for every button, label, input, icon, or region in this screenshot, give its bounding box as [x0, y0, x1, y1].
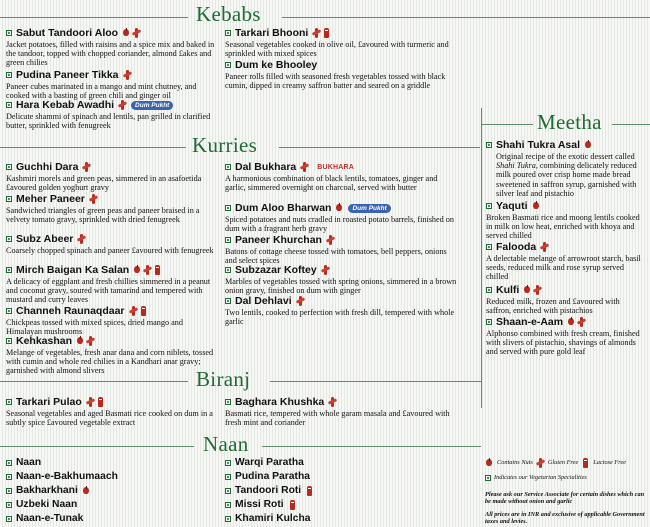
gluten-free-icon	[118, 100, 127, 110]
section-title-kurries: Kurries	[192, 133, 258, 157]
gluten-free-icon	[77, 234, 86, 244]
nuts-icon	[523, 285, 532, 295]
section-title-biranj: Biranj	[196, 367, 251, 391]
dish-description: Spiced potatoes and nuts cradled in roasted potato barrels, finished on dum with a fragrant herb gravy	[225, 215, 454, 234]
lactose-free-icon	[322, 28, 331, 38]
veg-icon	[225, 237, 231, 243]
veg-icon	[486, 287, 492, 293]
nuts-icon	[335, 203, 344, 213]
legend-lactose: Lactose Free	[593, 459, 627, 467]
dish-description: Reduced milk, frozen and £avoured with saffron, enriched with pistachios	[486, 297, 620, 316]
nuts-icon	[584, 140, 593, 150]
dish-name: Tarkari Bhooni	[235, 27, 309, 39]
dum-pukht-badge: Dum Pukht	[131, 101, 173, 110]
gluten-free-icon	[143, 265, 152, 275]
gluten-free-icon	[123, 70, 132, 80]
lactose-free-icon	[581, 458, 590, 468]
veg-icon	[6, 399, 12, 405]
nuts-icon	[76, 336, 85, 346]
menu-item	[225, 161, 460, 192]
veg-icon	[6, 267, 12, 273]
dish-description: A delicacy of eggplant and fresh chillies simmered in a peanut and coconut gravy, soured with tamarind and tempered with mustard and curry leaves	[6, 277, 211, 305]
dish-description: Melange of vegetables, fresh anar dana and corn niblets, tossed with cumin and whole red chilies in a Kandhari anar gravy; garnished with almond slivers	[6, 348, 214, 376]
nuts-icon	[485, 458, 494, 468]
bread-name: Naan	[16, 457, 42, 468]
menu-item	[6, 161, 218, 192]
dish-description: Jacket potatoes, filled with raisins and a spice mix and baked in the tandoor, topped with chopped coriander, almond £akes and green chilies	[6, 40, 215, 68]
dish-description: Delicate shammi of spinach and lentils, pan grilled in clarified butter, sprinkled with fenugreek	[6, 112, 211, 131]
gluten-free-icon	[300, 162, 309, 172]
bread-item	[225, 457, 304, 469]
lactose-free-icon	[288, 500, 297, 510]
dish-name: Guchhi Dara	[16, 161, 79, 173]
veg-icon	[225, 267, 231, 273]
divider	[0, 381, 188, 382]
dish-description: Seasonal vegetables cooked in olive oil, £avoured with turmeric and sprinkled with mixed spices	[225, 40, 449, 59]
nuts-icon	[567, 317, 576, 327]
menu-item	[6, 264, 218, 305]
dish-name: Subzazar Koftey	[235, 264, 317, 276]
veg-icon	[6, 236, 12, 242]
bread-name: Bakharkhani	[16, 485, 78, 496]
bread-item	[6, 513, 83, 525]
divider	[262, 446, 481, 447]
bread-name: Warqi Paratha	[235, 457, 304, 468]
dish-description: Batons of cottage cheese tossed with tomatoes, bell peppers, onions and select spices	[225, 247, 447, 266]
dish-description: Seasonal vegetables and aged Basmati rice cooked on dum in a subtly spice £avoured vegetable extract	[6, 409, 213, 428]
gluten-free-icon	[536, 458, 545, 468]
menu-item	[225, 234, 460, 265]
veg-icon	[6, 460, 12, 466]
nuts-icon	[532, 201, 541, 211]
dish-description: A delectable melange of arrowroot starch, basil seeds, reduced milk and rose syrup served chilled	[486, 254, 641, 282]
veg-icon	[485, 475, 491, 481]
menu-item	[6, 27, 218, 68]
dish-description: Original recipe of the exotic dessert called Shahi Tukra, combining delicately reduced milk poured over crisp home made bread sweetened in saffron syrup, garnished with silver leaf and pistachio	[496, 152, 637, 198]
dish-name: Dal Bukhara	[235, 161, 297, 173]
dish-name: Mirch Baigan Ka Salan	[16, 264, 130, 276]
menu-item	[225, 27, 460, 58]
menu-item	[486, 284, 646, 315]
veg-icon	[6, 502, 12, 508]
bread-item	[225, 471, 310, 483]
gluten-free-icon	[132, 28, 141, 38]
lactose-free-icon	[139, 306, 148, 316]
veg-icon	[6, 196, 12, 202]
gluten-free-icon	[89, 194, 98, 204]
veg-icon	[225, 474, 231, 480]
dish-name: Subz Abeer	[16, 233, 74, 245]
dish-description: Coarsely chopped spinach and paneer £avoured with fenugreek	[6, 246, 214, 255]
bread-item	[225, 499, 297, 511]
dish-name: Meher Paneer	[16, 193, 85, 205]
menu-item	[486, 316, 646, 357]
bukhara-badge: BUKHARA	[317, 163, 355, 171]
veg-icon	[6, 338, 12, 344]
dish-name: Dal Dehlavi	[235, 295, 292, 307]
menu-item	[225, 264, 460, 295]
dish-description: A harmonious combination of black lentils, tomatoes, ginger and garlic, simmered overnight on charcoal, served with butter	[225, 174, 438, 193]
divider	[0, 446, 194, 447]
veg-icon	[225, 516, 231, 522]
section-title-naan: Naan	[203, 432, 249, 456]
dish-description: Sandwiched triangles of green peas and paneer braised in a velvety tomato gravy, sprinkled with dried fenugreek	[6, 206, 200, 225]
lactose-free-icon	[305, 486, 314, 496]
veg-icon	[225, 460, 231, 466]
veg-icon	[486, 203, 492, 209]
divider	[612, 124, 650, 125]
dish-name: Yaquti	[496, 200, 528, 212]
veg-icon	[6, 516, 12, 522]
bread-item	[6, 499, 77, 511]
dish-name: Baghara Khushka	[235, 396, 325, 408]
menu-item	[225, 59, 460, 90]
gluten-free-icon	[328, 397, 337, 407]
dish-description: Paneer rolls filled with seasoned fresh vegetables tossed with black cumin, dipped in creamy saffron batter and seared on a griddle	[225, 72, 446, 91]
dish-name: Channeh Raunaqdaar	[16, 305, 125, 317]
menu-item	[225, 396, 460, 427]
gluten-free-icon	[86, 336, 95, 346]
dish-name: Pudina Paneer Tikka	[16, 69, 119, 81]
bread-name: Naan-e-Tunak	[16, 513, 84, 524]
section-title-kebabs: Kebabs	[196, 2, 261, 26]
legend-note-onion-garlic: Please ask our Service Associate for certain dishes which can be made without onion and garlic	[485, 490, 645, 505]
dish-name: Hara Kebab Awadhi	[16, 99, 115, 111]
dish-name: Paneer Khurchan	[235, 234, 322, 246]
dish-name: Shaan-e-Aam	[496, 316, 564, 328]
dish-description: Broken Basmati rice and moong lentils cooked in milk on low heat, enriched with khoya and served chilled	[486, 213, 640, 241]
gluten-free-icon	[82, 162, 91, 172]
menu-item	[6, 335, 221, 376]
menu-item	[6, 193, 218, 224]
veg-icon	[6, 30, 12, 36]
bread-name: Pudina Paratha	[235, 471, 310, 482]
legend-note-prices: All prices are in INR and exclusive of applicable Government taxes and levies.	[485, 510, 645, 525]
menu-item	[225, 202, 460, 233]
veg-icon	[225, 502, 231, 508]
veg-icon	[6, 474, 12, 480]
legend	[485, 458, 647, 526]
legend-gluten: Gluten Free	[547, 459, 579, 467]
dish-description: Kashmiri morels and green peas, simmered in an asafoetida £avoured golden yoghurt gravy	[6, 174, 202, 193]
veg-icon	[225, 488, 231, 494]
dish-name: Kehkashan	[16, 335, 73, 347]
bread-name: Tandoori Roti	[235, 485, 302, 496]
divider	[481, 124, 533, 125]
menu-item	[6, 305, 218, 336]
bread-item	[6, 457, 41, 469]
lactose-free-icon	[153, 265, 162, 275]
gluten-free-icon	[296, 296, 305, 306]
dish-description: Two lentils, cooked to perfection with fresh dill, tempered with whole garlic	[225, 308, 455, 327]
menu-item	[6, 396, 218, 427]
nuts-icon	[82, 486, 91, 496]
divider	[282, 17, 650, 18]
veg-icon	[6, 488, 12, 494]
gluten-free-icon	[577, 317, 586, 327]
bread-item	[6, 485, 91, 497]
veg-icon	[486, 319, 492, 325]
gluten-free-icon	[312, 28, 321, 38]
veg-icon	[6, 102, 12, 108]
bread-item	[225, 485, 314, 497]
bread-name: Khamiri Kulcha	[235, 513, 311, 524]
dish-description: Basmati rice, tempered with whole garam masala and £avoured with fresh mint and coriander	[225, 409, 450, 428]
veg-icon	[225, 62, 231, 68]
menu-item	[486, 241, 646, 282]
menu-item	[486, 200, 646, 241]
dum-pukht-badge: Dum Pukht	[348, 204, 390, 213]
bread-item	[225, 513, 311, 525]
dish-description: Marbles of vegetables tossed with spring onions, simmered in a brown onion gravy, finished on dum with ginger	[225, 277, 457, 296]
menu-item	[6, 233, 218, 255]
dish-name: Kulfi	[496, 284, 520, 296]
veg-icon	[486, 244, 492, 250]
gluten-free-icon	[540, 242, 549, 252]
bread-name: Uzbeki Naan	[16, 499, 78, 510]
menu-item	[6, 69, 218, 100]
dish-name: Sabut Tandoori Aloo	[16, 27, 119, 39]
veg-icon	[225, 399, 231, 405]
dish-description: Alphonso combined with fresh cream, finished with slivers of pistachio, shavings of almonds and served with pure gold leaf	[486, 329, 640, 357]
legend-nuts: Contains Nuts	[497, 459, 533, 467]
menu-item	[6, 99, 218, 130]
bread-item	[6, 471, 118, 483]
dish-description: Chickpeas tossed with mixed spices, dried mango and Himalayan mushrooms	[6, 318, 183, 337]
nuts-icon	[133, 265, 142, 275]
gluten-free-icon	[86, 397, 95, 407]
dish-name: Dum Aloo Bharwan	[235, 202, 332, 214]
bread-name: Missi Roti	[235, 499, 284, 510]
divider	[0, 17, 188, 18]
divider	[279, 147, 480, 148]
menu-item	[225, 295, 460, 326]
dish-description: Paneer cubes marinated in a mango and mint chutney, and cooked with a basting of green chili and ginger oil	[6, 82, 197, 101]
legend-veg: Indicates our Vegetarian Specialities	[494, 474, 587, 481]
dish-name: Tarkari Pulao	[16, 396, 82, 408]
menu-item	[486, 139, 646, 198]
veg-icon	[6, 308, 12, 314]
dish-name: Falooda	[496, 241, 537, 253]
veg-icon	[6, 72, 12, 78]
dish-name: Dum ke Bhooley	[235, 59, 318, 71]
gluten-free-icon	[129, 306, 138, 316]
gluten-free-icon	[533, 285, 542, 295]
veg-icon	[225, 30, 231, 36]
lactose-free-icon	[96, 397, 105, 407]
nuts-icon	[122, 28, 131, 38]
veg-icon	[225, 164, 231, 170]
section-title-meetha: Meetha	[537, 110, 602, 134]
bread-name: Naan-e-Bakhumaach	[16, 471, 118, 482]
dish-name: Shahi Tukra Asal	[496, 139, 581, 151]
divider	[0, 147, 186, 148]
divider	[270, 381, 481, 382]
gluten-free-icon	[326, 235, 335, 245]
veg-icon	[486, 142, 492, 148]
veg-icon	[225, 205, 231, 211]
gluten-free-icon	[321, 265, 330, 275]
veg-icon	[6, 164, 12, 170]
veg-icon	[225, 298, 231, 304]
